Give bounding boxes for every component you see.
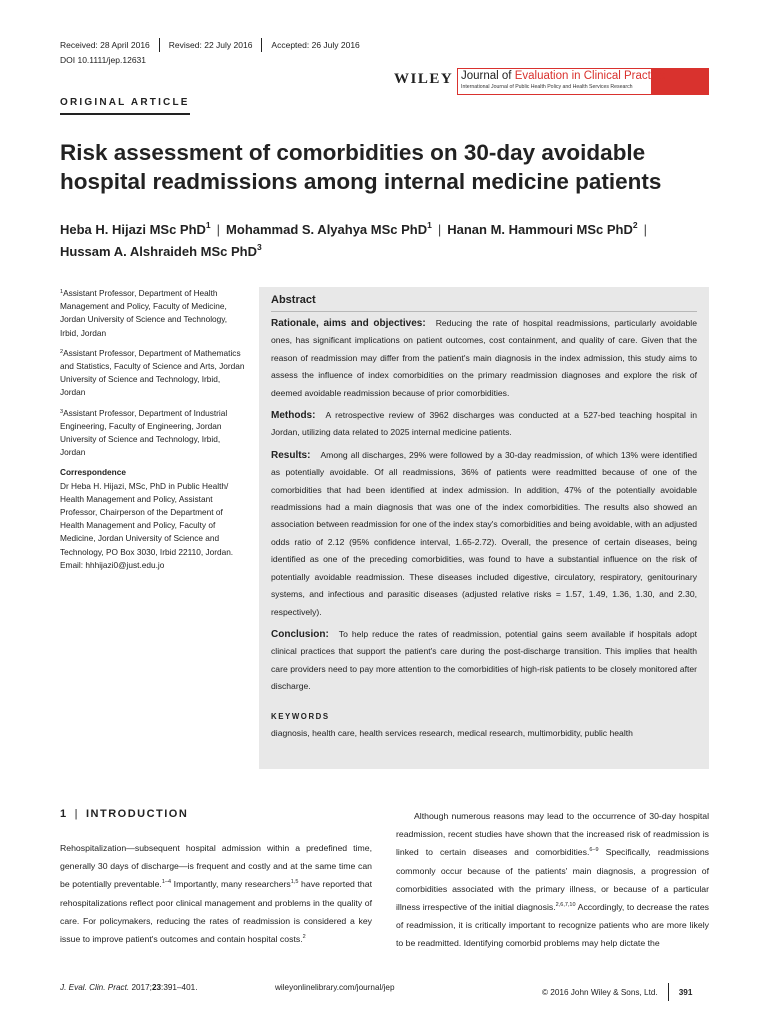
footer-right bbox=[542, 983, 692, 1001]
journal-prefix: Journal of bbox=[461, 70, 515, 82]
page-number: 391 bbox=[678, 987, 693, 997]
divider: | bbox=[216, 222, 221, 237]
body-text-right bbox=[396, 807, 709, 953]
dates-row bbox=[60, 38, 360, 52]
body-text-left bbox=[60, 839, 372, 948]
affiliation bbox=[60, 407, 245, 460]
body-text: Accordingly, to decrease the rates of readmission, it is critically important to recognize patients who are more likely to be readmitted. Identifying comorbid problems may help dictate the bbox=[396, 902, 709, 949]
divider: | bbox=[74, 808, 79, 820]
affiliation bbox=[60, 287, 245, 340]
article-type: ORIGINAL ARTICLE bbox=[60, 97, 190, 115]
doi[interactable]: DOI 10.1111/jep.12631 bbox=[60, 55, 147, 65]
correspondence-text: Dr Heba H. Hijazi, MSc, PhD in Public Health/ Health Management and Policy, Assistant Professor, Chairperson of the Department of Health Management and Policy, Faculty of Medicine, Jordan University of Science and Technology, PO Box 3030, Irbid 22110, Jordan. Email: hhhijazi0@just.edu.jo bbox=[60, 480, 234, 570]
footer-journal: J. Eval. Clin. Pract. bbox=[60, 983, 130, 992]
abstract-section bbox=[271, 626, 697, 696]
footer-copyright: © 2016 John Wiley & Sons, Ltd. bbox=[542, 987, 658, 997]
abstract-section-label: Results: bbox=[271, 449, 311, 461]
affiliations-column bbox=[60, 287, 245, 579]
affiliation-text: Assistant Professor, Department of Mathematics and Statistics, Faculty of Science and Arts, Jordan University of Science and Technology, Irbid, Jordan bbox=[60, 347, 245, 398]
footer-url[interactable]: wileyonlinelibrary.com/journal/jep bbox=[275, 983, 395, 992]
author-name[interactable]: Hanan M. Hammouri MSc PhD bbox=[447, 222, 633, 237]
section-number: 1 bbox=[60, 808, 68, 820]
footer-volume: 23 bbox=[151, 983, 162, 992]
citation[interactable]: 1,5 bbox=[290, 879, 299, 886]
footer-pages: :391–401. bbox=[161, 983, 198, 992]
journal-banner-inner bbox=[457, 68, 666, 95]
author-list bbox=[60, 219, 730, 263]
citation[interactable]: 2,6,7,10 bbox=[555, 902, 576, 909]
affiliation-number: 3 bbox=[60, 408, 64, 415]
abstract-section bbox=[271, 407, 697, 442]
body-text: Rehospitalization—subsequent hospital admission within a predefined time, generally 30 days of discharge—is frequent and costly and at the same time can be potentially preventable. bbox=[60, 843, 372, 890]
abstract-box bbox=[259, 287, 709, 769]
journal-name bbox=[461, 70, 666, 83]
publisher-logo: WILEY bbox=[394, 71, 454, 87]
divider: | bbox=[643, 222, 648, 237]
section-heading bbox=[60, 808, 188, 820]
received-date: Received: 28 April 2016 bbox=[60, 40, 150, 50]
journal-banner bbox=[457, 68, 709, 95]
citation[interactable]: 2 bbox=[302, 934, 306, 941]
abstract-section-label: Methods: bbox=[271, 410, 316, 422]
author-name[interactable]: Hussam A. Alshraideh MSc PhD bbox=[60, 244, 257, 259]
body-text: have reported that rehospitalizations reflect poor clinical management and problems in the quality of care. For policymakers, reducing the rates of readmission is considered a key issue to improve patient's outcomes and contain hospital costs. bbox=[60, 879, 372, 945]
journal-subtitle: International Journal of Public Health Policy and Health Services Research bbox=[461, 84, 633, 90]
divider bbox=[261, 38, 262, 52]
abstract-section bbox=[271, 447, 697, 621]
abstract-section-label: Conclusion: bbox=[271, 628, 329, 640]
affiliation-text: Assistant Professor, Department of Health Management and Policy, Faculty of Medicine, Jordan University of Science and Technology, Irbid, Jordan bbox=[60, 288, 228, 338]
abstract-section bbox=[271, 315, 697, 402]
affiliation-text: Assistant Professor, Department of Industrial Engineering, Faculty of Engineering, Jordan University of Science and Technology, Irbid, Jordan bbox=[60, 407, 228, 458]
author-affiliation-mark: 1 bbox=[205, 220, 211, 230]
abstract-section-label: Rationale, aims and objectives: bbox=[271, 318, 426, 329]
body-text: Specifically, readmissions commonly occur because of the patients' main diagnosis, a progression of comorbidities associated with the primary illness, or because of a particular illness irrespective of the initial diagnosis. bbox=[396, 847, 709, 913]
correspondence-title: Correspondence bbox=[60, 467, 126, 478]
divider bbox=[159, 38, 160, 52]
citation[interactable]: 6–9 bbox=[589, 847, 599, 854]
affiliation bbox=[60, 347, 245, 400]
keywords: diagnosis, health care, health services research, medical research, multimorbidity, public health bbox=[271, 727, 633, 738]
abstract-heading: Abstract bbox=[271, 293, 697, 312]
affiliation-number: 1 bbox=[60, 289, 64, 295]
citation[interactable]: 1–4 bbox=[161, 879, 172, 886]
section-title: INTRODUCTION bbox=[85, 808, 189, 820]
abstract-section-text: To help reduce the rates of readmission, potential gains seem available if hospitals adopt clinical practices that support the patient's care during the post-discharge transition. This implies that health care providers need to pay more attention to the comorbidities of high-risk patients to be closely monitored after discharge. bbox=[271, 628, 697, 692]
author-affiliation-mark: 1 bbox=[427, 220, 432, 230]
author-name[interactable]: Mohammad S. Alyahya MSc PhD bbox=[226, 222, 428, 237]
article-title: Risk assessment of comorbidities on 30-day avoidable hospital readmissions among internal medicine patients bbox=[60, 140, 662, 194]
footer-citation bbox=[60, 983, 197, 992]
author-affiliation-mark: 2 bbox=[632, 220, 638, 230]
body-text: Although numerous reasons may lead to the occurrence of 30-day hospital readmission, recent studies have shown that the increased risk of readmission is linked to certain diseases and comorbidities. bbox=[396, 811, 709, 858]
revised-date: Revised: 22 July 2016 bbox=[168, 40, 253, 50]
abstract-section-text: Among all discharges, 29% were followed by a 30-day readmission, of which 13% were identified as potentially avoidable. Of all readmissions, 36% of patients were readmitted because of one of the comorbidities that had been identified at index admission. In addition, 47% of the potentially avoidable readmissions had a main diagnosis that was one of the index comorbidities. The results also showed an association between readmission for one of the index stay's comorbidities and being avoidable, with an adjusted odds ratio of 2.12 (95% confidence interval, 1.65-2.72). Overall, the presence of certain diseases, being identified as one of the preceding comorbidities, was found to have a substantial influence on the risk of potentially avoidable readmission. These diseases included digestive, circulatory, respiratory, genitourinary systems, and infectious and parasitic diseases (adjusted relative risks = 1.57, 1.49, 1.36, 1.30, and 2.30, respectively). bbox=[271, 449, 697, 617]
author-affiliation-mark: 3 bbox=[256, 242, 262, 252]
footer-year: 2017; bbox=[129, 983, 152, 992]
author-name[interactable]: Heba H. Hijazi MSc PhD bbox=[60, 222, 206, 237]
keywords-title: KEYWORDS bbox=[271, 711, 330, 721]
divider bbox=[668, 983, 669, 1001]
body-text: Importantly, many researchers bbox=[171, 879, 291, 890]
abstract-section-text: A retrospective review of 3962 discharges was conducted at a 527-bed teaching hospital in Jordan, utilizing data related to 2025 internal medicine patients. bbox=[271, 410, 697, 438]
divider: | bbox=[437, 222, 442, 237]
journal-highlight: Evaluation in Clinical Practice bbox=[514, 70, 666, 82]
accepted-date: Accepted: 26 July 2016 bbox=[271, 40, 360, 50]
affiliation-number: 2 bbox=[60, 348, 64, 355]
abstract-section-text: Reducing the rate of hospital readmissions, particularly avoidable ones, has significant implications on patient outcomes, cost containment, and quality of care. Given that the reason of readmission may differ from the patient's main diagnosis in the index admission, this study aims to assess the influence of index comorbidities on the primary readmission diagnoses and explore the risk of deemed avoidable readmission because of prior comorbidities. bbox=[271, 318, 697, 398]
